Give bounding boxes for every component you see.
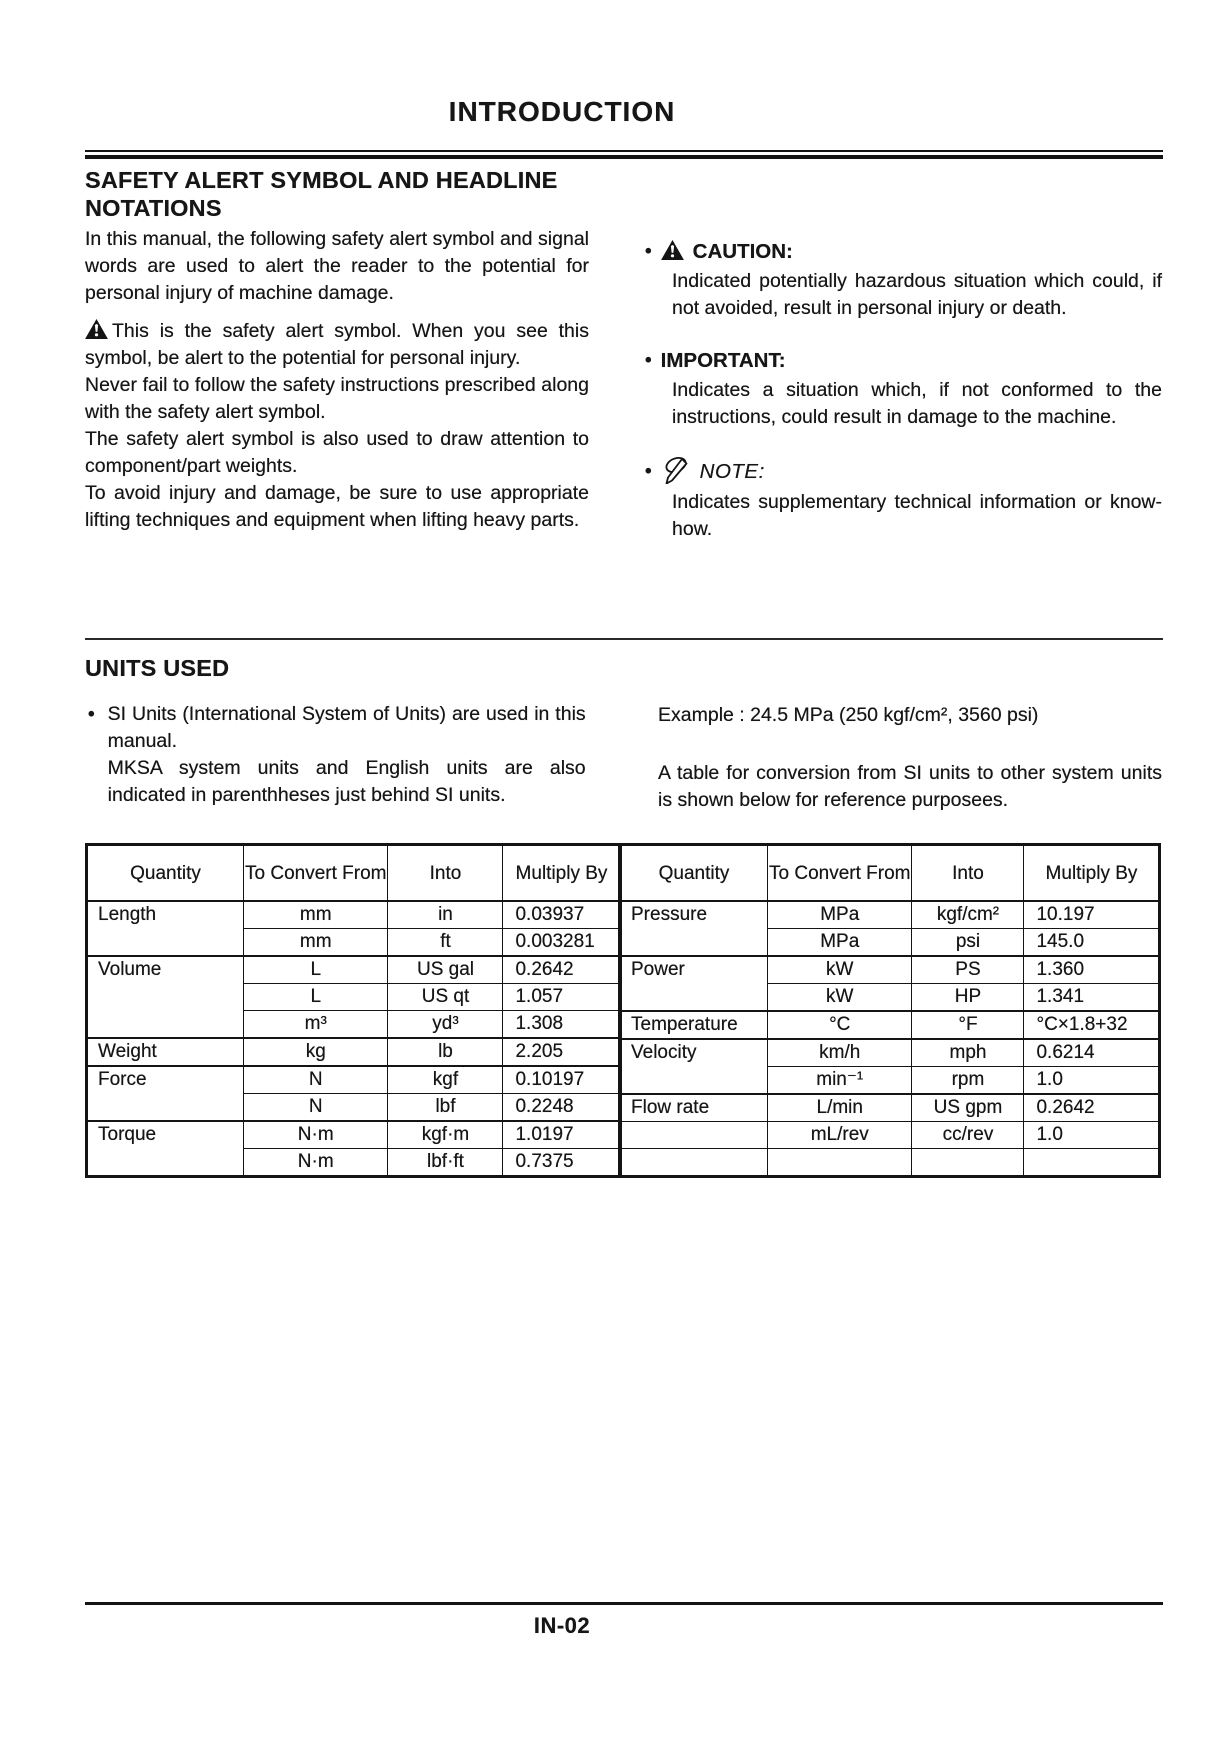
- cell-from: N·m: [244, 1121, 388, 1149]
- cell-quantity: Pressure: [620, 901, 768, 956]
- note-callout: [645, 456, 1162, 543]
- table-row: [87, 1121, 621, 1149]
- title-divider: [85, 150, 1163, 159]
- note-label: NOTE:: [699, 459, 765, 483]
- cell-multiply: 0.003281: [503, 929, 621, 957]
- bullet: •: [645, 350, 652, 371]
- safety-alert-triangle-icon: [85, 320, 112, 342]
- cell-into: °F: [912, 1011, 1024, 1039]
- table-row: [620, 956, 1160, 984]
- cell-quantity: Torque: [87, 1121, 244, 1177]
- cell-from: mm: [244, 901, 388, 929]
- cell-multiply: 145.0: [1024, 929, 1160, 957]
- cell-into: HP: [912, 984, 1024, 1012]
- cell-into: cc/rev: [912, 1122, 1024, 1149]
- bullet: •: [88, 704, 95, 725]
- cell-from: km/h: [768, 1039, 912, 1067]
- caution-heading: [645, 238, 1162, 265]
- table-row: [620, 1122, 1160, 1149]
- cell-into: US qt: [388, 984, 503, 1011]
- column-header-from: To Convert From: [244, 845, 388, 902]
- cell-multiply: °C×1.8+32: [1024, 1011, 1160, 1039]
- cell-multiply: [1024, 1149, 1160, 1177]
- cell-into: lbf: [388, 1094, 503, 1122]
- cell-multiply: 0.03937: [503, 901, 621, 929]
- cell-quantity: Power: [620, 956, 768, 1011]
- units-bullet-text: [108, 701, 586, 809]
- cell-multiply: 0.7375: [503, 1149, 621, 1177]
- cell-multiply: 1.0197: [503, 1121, 621, 1149]
- safety-section-heading: [85, 166, 605, 222]
- cell-into: kgf: [388, 1066, 503, 1094]
- cell-quantity: Weight: [87, 1038, 244, 1066]
- cell-into: rpm: [912, 1067, 1024, 1095]
- callout-list: [645, 238, 1162, 568]
- table-header-row: [87, 845, 621, 902]
- bullet: •: [645, 241, 652, 262]
- safety-intro-paragraph: [85, 226, 589, 307]
- column-header-from: To Convert From: [768, 845, 912, 902]
- cell-from: N·m: [244, 1149, 388, 1177]
- column-header-multiply: Multiply By: [1024, 845, 1160, 902]
- table-row: [620, 1039, 1160, 1067]
- caution-body: Indicated potentially hazardous situation which could, if not avoided, result in personal injury or death.: [672, 270, 1162, 319]
- cell-from: °C: [768, 1011, 912, 1039]
- cell-from: m³: [244, 1011, 388, 1039]
- cell-from: N: [244, 1094, 388, 1122]
- cell-into: PS: [912, 956, 1024, 984]
- column-header-into: Into: [388, 845, 503, 902]
- cell-into: lb: [388, 1038, 503, 1066]
- units-section-heading: UNITS USED: [85, 655, 230, 681]
- cell-quantity: Velocity: [620, 1039, 768, 1094]
- cell-into: yd³: [388, 1011, 503, 1039]
- cell-from: [768, 1149, 912, 1177]
- conversion-table-right: [618, 843, 1161, 1178]
- cell-quantity: Temperature: [620, 1011, 768, 1039]
- cell-quantity: Length: [87, 901, 244, 956]
- cell-multiply: 1.360: [1024, 956, 1160, 984]
- conversion-table-note: A table for conversion from SI units to other system units is shown below for reference purposees.: [658, 762, 1162, 811]
- caution-callout: [645, 238, 1162, 322]
- important-heading: [645, 347, 1162, 374]
- cell-multiply: 1.308: [503, 1011, 621, 1039]
- cell-multiply: 0.10197: [503, 1066, 621, 1094]
- important-label: IMPORTANT:: [660, 349, 786, 372]
- table-row: [620, 1011, 1160, 1039]
- cell-into: kgf/cm²: [912, 901, 1024, 929]
- column-header-quantity: Quantity: [87, 845, 244, 902]
- table-row: [87, 956, 621, 984]
- cell-into: US gal: [388, 956, 503, 984]
- units-example: Example : 24.5 MPa (250 kgf/cm², 3560 psi): [658, 704, 1039, 726]
- paragraph: Never fail to follow the safety instructions prescribed along with the safety alert symbol.: [85, 374, 589, 423]
- cell-from: kg: [244, 1038, 388, 1066]
- page-title: INTRODUCTION: [448, 96, 676, 127]
- pencil-icon: [661, 456, 691, 486]
- safety-alert-triangle-icon: [661, 238, 684, 265]
- divider-line-thick: [85, 155, 1163, 159]
- important-body: Indicates a situation which, if not conformed to the instructions, could result in damage to the machine.: [672, 379, 1162, 428]
- cell-multiply: 0.2248: [503, 1094, 621, 1122]
- paragraph: In this manual, the following safety alert symbol and signal words are used to alert the reader to the potential for personal injury of machine damage.: [85, 228, 589, 304]
- table-row: [87, 901, 621, 929]
- divider-line-thin: [85, 150, 1163, 152]
- cell-multiply: 0.2642: [1024, 1094, 1160, 1122]
- cell-into: in: [388, 901, 503, 929]
- cell-quantity: [620, 1122, 768, 1149]
- cell-from: mL/rev: [768, 1122, 912, 1149]
- safety-symbol-paragraphs: [85, 318, 589, 534]
- cell-quantity: Flow rate: [620, 1094, 768, 1122]
- cell-from: L: [244, 984, 388, 1011]
- caution-label: CAUTION:: [692, 240, 793, 263]
- important-callout: [645, 347, 1162, 431]
- sentence: This is the safety alert symbol. When you see this symbol, be alert to the potential for personal injury.: [85, 320, 589, 369]
- cell-into: US gpm: [912, 1094, 1024, 1122]
- footer-divider: [85, 1602, 1163, 1605]
- cell-quantity: Force: [87, 1066, 244, 1121]
- column-header-into: Into: [912, 845, 1024, 902]
- safety-heading-line2: NOTATIONS: [85, 195, 222, 221]
- cell-from: L/min: [768, 1094, 912, 1122]
- cell-quantity: [620, 1149, 768, 1177]
- cell-multiply: 1.057: [503, 984, 621, 1011]
- cell-from: kW: [768, 956, 912, 984]
- cell-from: min⁻¹: [768, 1067, 912, 1095]
- cell-multiply: 10.197: [1024, 901, 1160, 929]
- table-row: [620, 1094, 1160, 1122]
- cell-multiply: 1.341: [1024, 984, 1160, 1012]
- mksa-units-sentence: MKSA system units and English units are also indicated in parenthheses just behind SI units.: [107, 757, 586, 806]
- table-header-row: [620, 845, 1160, 902]
- cell-quantity: Volume: [87, 956, 244, 1038]
- cell-multiply: 1.0: [1024, 1122, 1160, 1149]
- paragraph: The safety alert symbol is also used to draw attention to component/part weights.: [85, 428, 589, 477]
- cell-from: N: [244, 1066, 388, 1094]
- table-row: [87, 1066, 621, 1094]
- cell-into: ft: [388, 929, 503, 957]
- page-number: IN-02: [533, 1613, 591, 1638]
- column-header-quantity: Quantity: [620, 845, 768, 902]
- cell-from: MPa: [768, 901, 912, 929]
- si-units-sentence: SI Units (International System of Units) are used in this manual.: [107, 703, 586, 752]
- cell-into: psi: [912, 929, 1024, 957]
- cell-multiply: 1.0: [1024, 1067, 1160, 1095]
- cell-multiply: 0.6214: [1024, 1039, 1160, 1067]
- units-bullet-item: [88, 701, 590, 809]
- units-section-divider: [85, 638, 1163, 640]
- cell-from: L: [244, 956, 388, 984]
- table-row: [620, 901, 1160, 929]
- column-header-multiply: Multiply By: [503, 845, 621, 902]
- cell-from: kW: [768, 984, 912, 1012]
- safety-heading-line1: SAFETY ALERT SYMBOL AND HEADLINE: [85, 167, 558, 193]
- cell-into: [912, 1149, 1024, 1177]
- cell-from: mm: [244, 929, 388, 957]
- cell-from: MPa: [768, 929, 912, 957]
- cell-into: kgf·m: [388, 1121, 503, 1149]
- bullet: •: [645, 460, 652, 482]
- note-body: Indicates supplementary technical information or know-how.: [672, 491, 1162, 540]
- table-row: [620, 1149, 1160, 1177]
- paragraph: To avoid injury and damage, be sure to use appropriate lifting techniques and equipment when lifting heavy parts.: [85, 482, 589, 531]
- paragraph: [85, 318, 589, 372]
- note-heading: [645, 456, 1162, 486]
- conversion-table-left: [85, 843, 622, 1178]
- table-row: [87, 1038, 621, 1066]
- cell-into: lbf·ft: [388, 1149, 503, 1177]
- cell-multiply: 2.205: [503, 1038, 621, 1066]
- cell-multiply: 0.2642: [503, 956, 621, 984]
- cell-into: mph: [912, 1039, 1024, 1067]
